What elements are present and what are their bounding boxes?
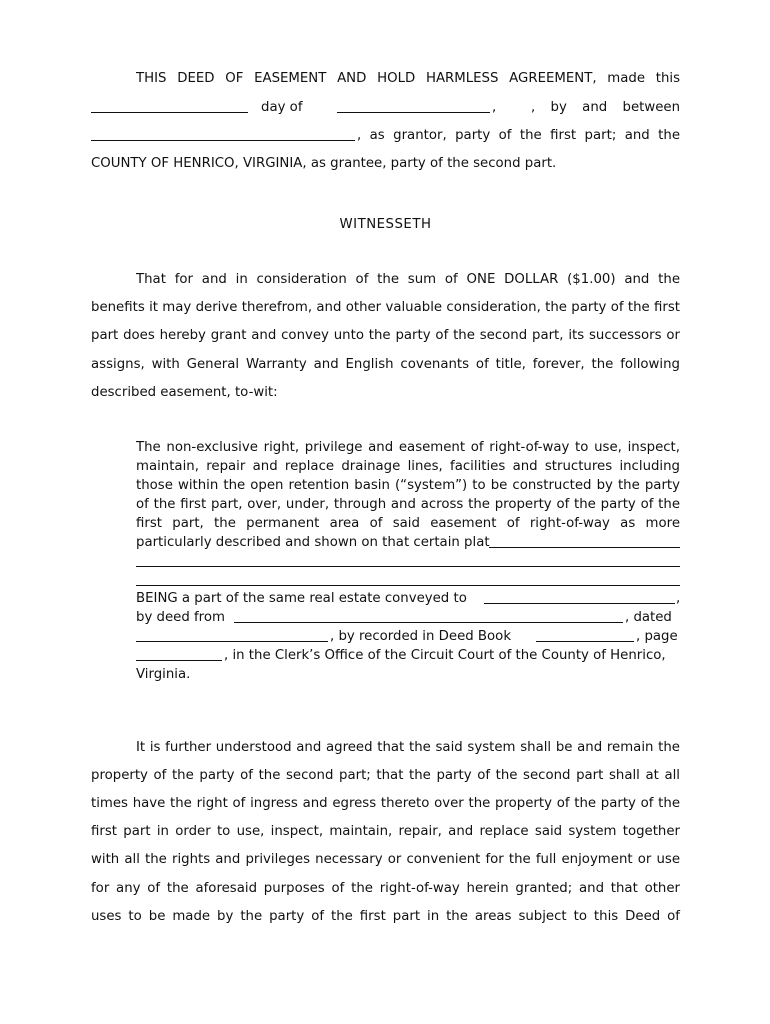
deed-from-blank[interactable]: [234, 610, 623, 623]
deed-book-label: , by recorded in Deed Book: [330, 629, 512, 644]
easement-line-6: [136, 535, 680, 550]
being-line-5: Virginia.: [136, 667, 191, 682]
day-of-label: day of: [261, 100, 303, 115]
being-line-3: [136, 629, 680, 646]
consideration-line-2: benefits it may derive therefrom, and other valuable consideration, the party of the first: [91, 300, 680, 315]
further-line-4: first part in order to use, inspect, maintain, repair, and replace said system together: [91, 824, 680, 839]
further-line-5: with all the rights and privileges necessary or convenient for the full enjoyment or use: [91, 852, 680, 867]
plat-blank[interactable]: [489, 535, 680, 548]
easement-line-3: those within the open retention basin (“system”) to be constructed by the party: [136, 478, 680, 493]
easement-line-2: maintain, repair and replace drainage lines, facilities and structures including: [136, 459, 680, 474]
consideration-line-1: That for and in consideration of the sum of ONE DOLLAR ($1.00) and the: [136, 272, 680, 287]
being-comma: ,: [676, 591, 681, 606]
consideration-line-4: assigns, with General Warranty and English covenants of title, forever, the following: [91, 357, 680, 372]
date-day-blank[interactable]: [91, 100, 248, 113]
plat-blank-line-2[interactable]: [136, 566, 680, 567]
conveyed-to-blank[interactable]: [484, 591, 675, 604]
page-label: , page: [636, 629, 678, 644]
dated-blank[interactable]: [136, 629, 328, 642]
being-line-2: [136, 610, 680, 625]
plat-blank-line-3[interactable]: [136, 585, 680, 586]
intro-line-2: [91, 100, 680, 117]
further-line-1: It is further understood and agreed that the said system shall be and remain the: [136, 740, 680, 755]
further-line-6: for any of the aforesaid purposes of the right-of-way herein granted; and that other: [91, 881, 680, 896]
further-line-3: times have the right of ingress and egress thereto over the property of the party of the: [91, 796, 680, 811]
plat-label: particularly described and shown on that certain plat: [136, 535, 490, 550]
being-conveyed-label: BEING a part of the same real estate conveyed to: [136, 591, 467, 606]
clerks-office-label: , in the Clerk’s Office of the Circuit Court of the County of Henrico,: [224, 648, 666, 663]
easement-line-5: first part, the permanent area of said easement of right-of-way as more: [136, 516, 680, 531]
intro-line-1: THIS DEED OF EASEMENT AND HOLD HARMLESS AGREEMENT, made this: [136, 71, 680, 86]
intro-line-3: [91, 128, 680, 145]
consideration-line-3: part does hereby grant and convey unto the party of the second part, its successors or: [91, 328, 680, 343]
deed-from-label: by deed from: [136, 610, 225, 625]
witnesseth-heading: WITNESSETH: [339, 217, 432, 232]
by-and-between-label: , by and between: [531, 100, 680, 115]
page-number-blank[interactable]: [136, 648, 222, 661]
being-line-4: [136, 648, 680, 665]
date-comma: ,: [492, 100, 497, 115]
dated-label: , dated: [625, 610, 672, 625]
easement-line-1: The non-exclusive right, privilege and easement of right-of-way to use, inspect,: [136, 440, 680, 455]
date-month-blank[interactable]: [337, 100, 490, 113]
grantor-label: , as grantor, party of the first part; and the: [357, 128, 680, 143]
further-line-2: property of the party of the second part; that the party of the second part shall at all: [91, 768, 680, 783]
consideration-line-5: described easement, to-wit:: [91, 385, 278, 400]
further-line-7: uses to be made by the party of the first part in the areas subject to this Deed of: [91, 909, 680, 924]
being-line-1: [136, 591, 680, 606]
easement-line-4: of the first part, over, under, through and across the property of the party of the: [136, 497, 680, 512]
intro-line-4: COUNTY OF HENRICO, VIRGINIA, as grantee, party of the second part.: [91, 156, 557, 171]
grantor-name-blank[interactable]: [91, 128, 355, 141]
deed-book-blank[interactable]: [536, 629, 634, 642]
